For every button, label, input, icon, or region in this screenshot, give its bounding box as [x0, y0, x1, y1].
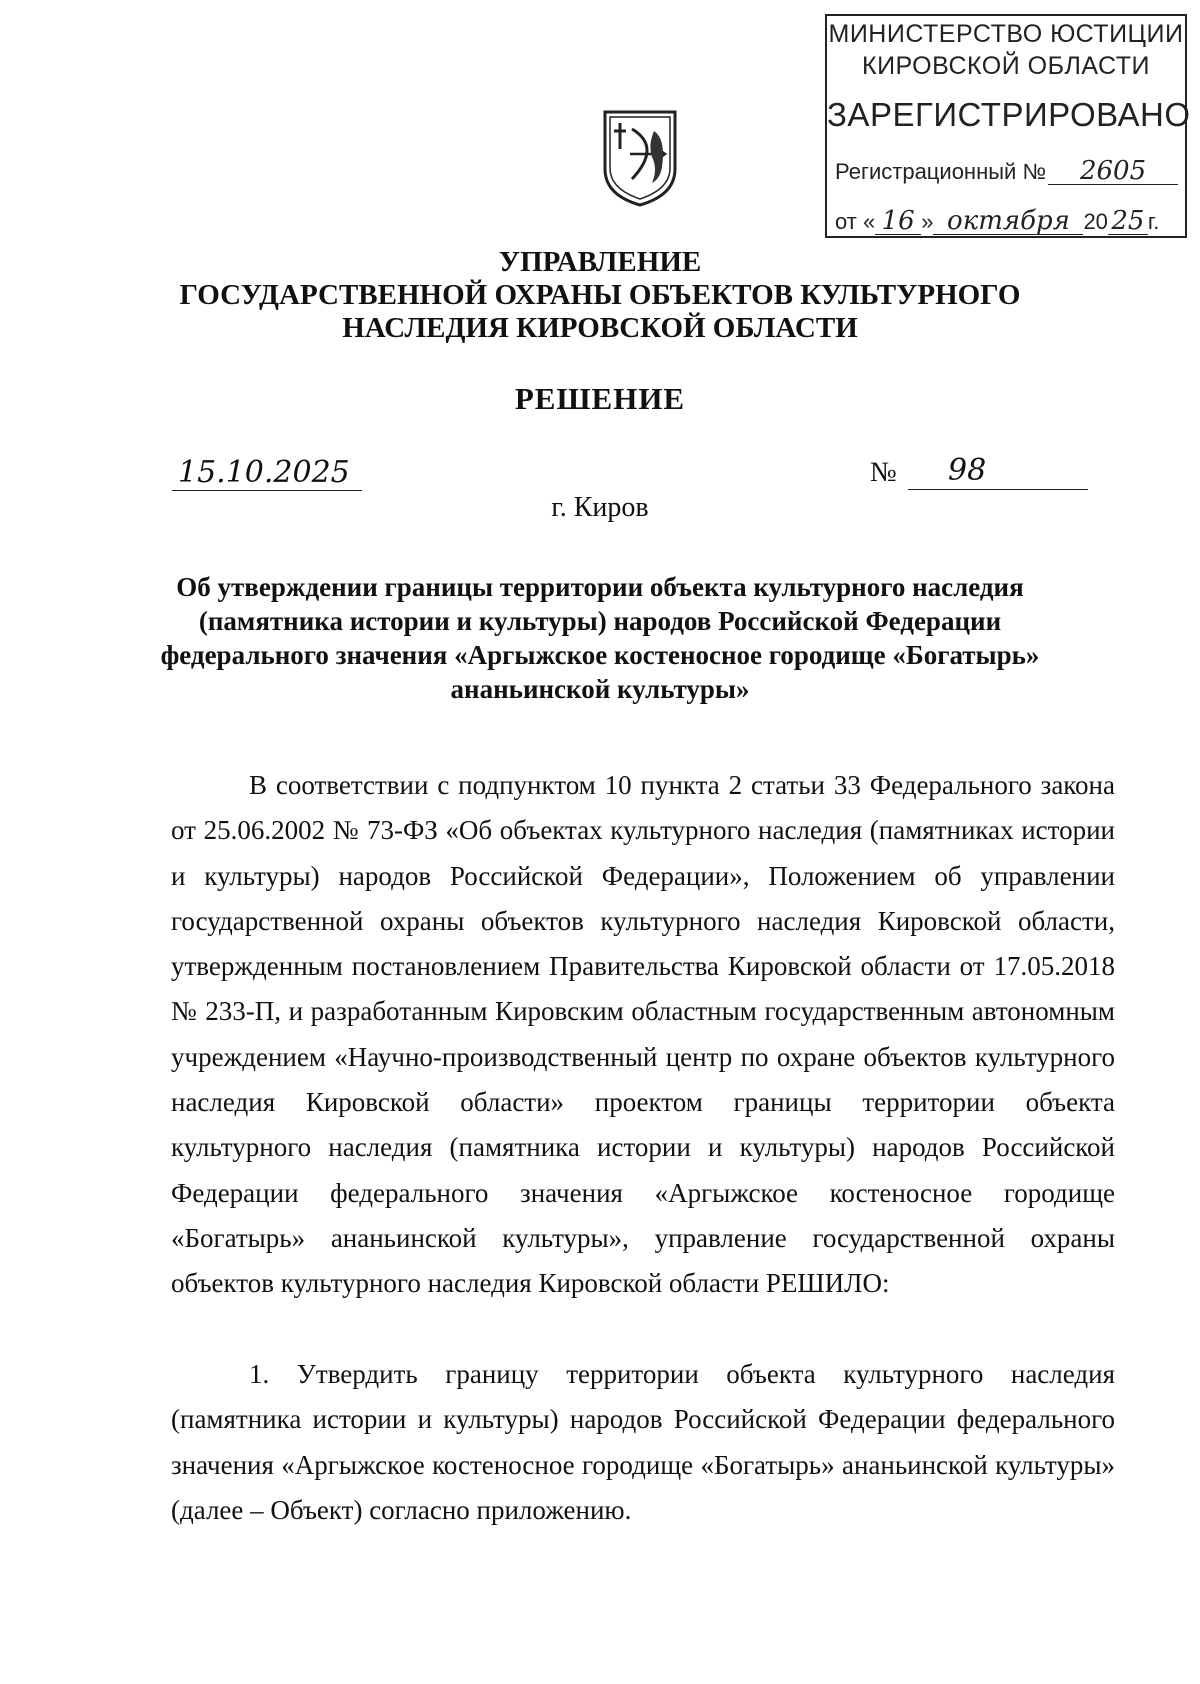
stamp-date-month: октября — [933, 208, 1083, 235]
body-paragraph-2 — [171, 1352, 1115, 1533]
stamp-reg-number-handwritten: 2605 — [1048, 158, 1178, 185]
stamp-date-mid: » — [921, 209, 934, 234]
registration-stamp — [825, 14, 1191, 238]
document-date: 15.10.2025 — [172, 456, 362, 491]
coat-of-arms-icon — [602, 109, 678, 207]
org-line-2: ГОСУДАРСТВЕННОЙ ОХРАНЫ ОБЪЕКТОВ КУЛЬТУРНОГО — [179, 279, 1021, 311]
stamp-registration-number — [835, 158, 1178, 185]
stamp-registered: ЗАРЕГИСТРИРОВАНО — [827, 96, 1191, 133]
city: г. Киров — [551, 492, 649, 523]
stamp-reg-label: Регистрационный № — [835, 159, 1047, 184]
subject-line-3: федерального значения «Аргыжское костеносное городище «Богатырь» — [160, 640, 1040, 670]
stamp-year-suffix: 25 — [1108, 208, 1148, 235]
stamp-year-prefix: 20 — [1083, 209, 1108, 234]
organization-name — [0, 246, 1200, 345]
org-line-1: УПРАВЛЕНИЕ — [498, 246, 702, 278]
document-subject — [0, 570, 1200, 706]
paragraph-text: 1. Утвердить границу территории объекта культурного наследия (памятника истории и культуры) народов Российской Федерации федерального значения «Аргыжское костеносное городище «Богатырь» ананьинской культуры» (далее – Объект) согласно приложению. — [171, 1359, 1115, 1525]
body-paragraph-1 — [171, 763, 1115, 1307]
stamp-region: КИРОВСКОЙ ОБЛАСТИ — [862, 52, 1150, 80]
paragraph-text: В соответствии с подпунктом 10 пункта 2 статьи 33 Федерального закона от 25.06.2002 № 73-ФЗ «Об объектах культурного наследия (памятниках истории и культуры) народов Российской Федерации», Положением об управлении государственной охраны объектов культурного наследия Кировской области, утвержденным постановлением Правительства Кировской области от 17.05.2018 № 233-П, и разработанным Кировским областным государственным автономным учреждением «Научно-производственный центр по охране объектов культурного наследия Кировской области» проектом границы территории объекта культурного наследия (памятника истории и культуры) народов Российской Федерации федерального значения «Аргыжское костеносное городище «Богатырь» ананьинской культуры», управление государственной охраны объектов культурного наследия Кировской области РЕШИЛО: — [171, 770, 1115, 1299]
subject-line-1: Об утверждении границы территории объекта культурного наследия — [176, 572, 1024, 602]
stamp-registration-date — [835, 208, 1159, 235]
stamp-ministry: МИНИСТЕРСТВО ЮСТИЦИИ — [828, 20, 1184, 48]
subject-line-2: (памятника истории и культуры) народов Российской Федерации — [198, 606, 1002, 636]
number-label: № — [870, 457, 897, 488]
org-line-3: НАСЛЕДИЯ КИРОВСКОЙ ОБЛАСТИ — [342, 312, 858, 344]
document-type: РЕШЕНИЕ — [514, 381, 686, 416]
document-number: 98 — [908, 452, 1088, 490]
stamp-year-end: г. — [1147, 209, 1160, 234]
stamp-date-prefix: от « — [835, 209, 876, 234]
subject-line-4: ананьинской культуры» — [450, 674, 750, 704]
stamp-date-day: 16 — [875, 208, 921, 235]
